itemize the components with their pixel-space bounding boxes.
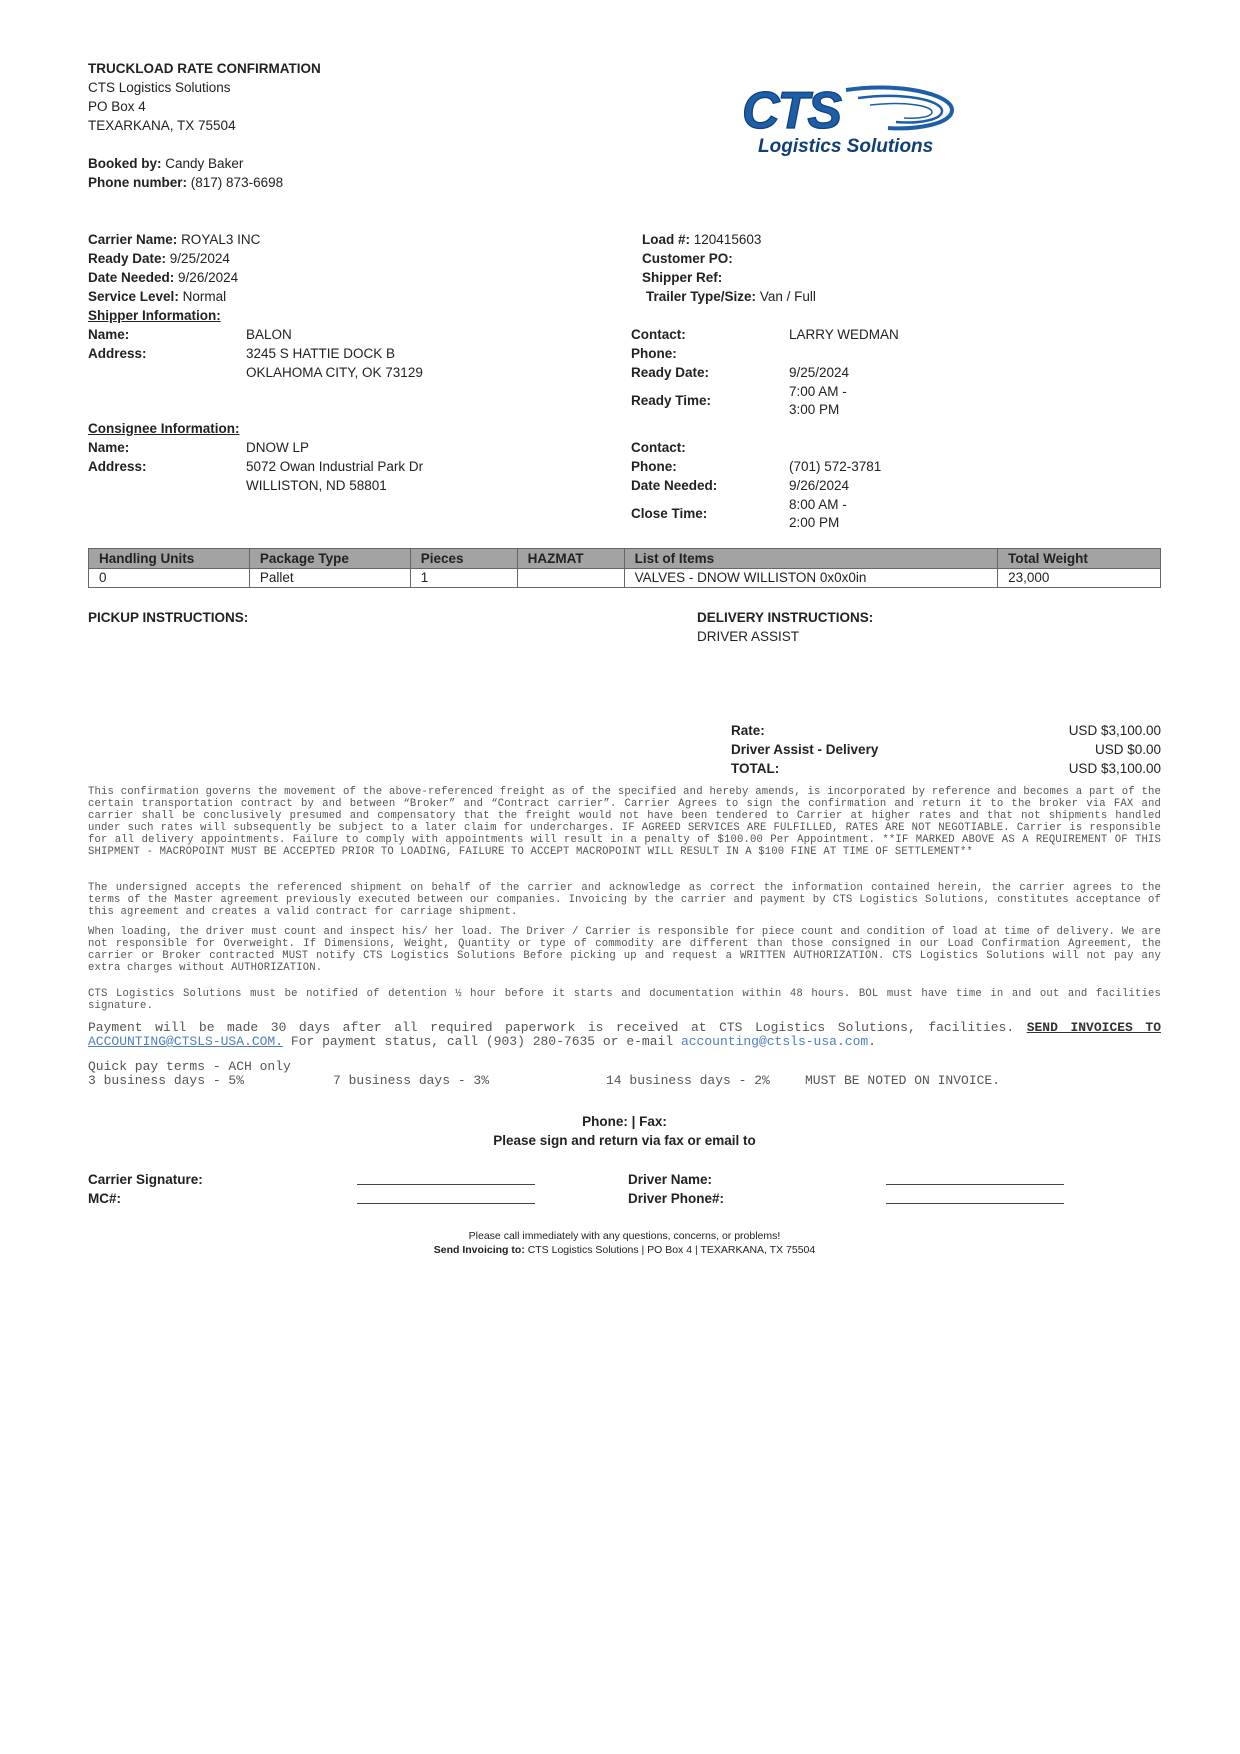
items-table-header-row (89, 549, 1161, 569)
quick-pay-3pct: 7 business days - 3% (333, 1073, 490, 1088)
booking-phone (88, 173, 283, 192)
sign-return-note: Please sign and return via fax or email to (493, 1133, 756, 1148)
service-level-label: Service Level: (88, 289, 179, 304)
items-table (88, 548, 1161, 588)
consignee-close-time-start: 8:00 AM - (789, 497, 847, 512)
quick-pay-5pct: 3 business days - 5% (88, 1073, 245, 1088)
ready-date-value: 9/25/2024 (169, 251, 230, 266)
driver-name-label: Driver Name: (628, 1172, 713, 1187)
cell-handling-units: 0 (89, 569, 250, 588)
payment-terms-text: Payment will be made 30 days after all required paperwork is received at CTS Logistics Solutions, facilities. (88, 1020, 1015, 1035)
col-handling-units: Handling Units (89, 549, 250, 569)
send-invoices-label: SEND INVOICES TO (1026, 1020, 1161, 1035)
logo-text-big: CTS (742, 82, 840, 140)
table-row (89, 569, 1161, 588)
ready-date (88, 249, 230, 268)
shipper-contact: LARRY WEDMAN (789, 327, 899, 342)
carrier-name-value: ROYAL3 INC (181, 232, 261, 247)
company-address-line2: TEXARKANA, TX 75504 (88, 118, 236, 133)
shipper-ready-date-label: Ready Date: (631, 365, 710, 380)
driver-assist-label: Driver Assist - Delivery (731, 742, 879, 757)
terms-paragraph-4: CTS Logistics Solutions must be notified of detention ½ hour before it starts and documentation within 48 hours. BOL must have time in and out and facilities signature. (88, 988, 1161, 1012)
accounting-email-caps-link[interactable]: ACCOUNTING@CTSLS-USA.COM. (88, 1034, 284, 1049)
payment-terms (88, 1021, 1161, 1049)
total-label: TOTAL: (731, 761, 780, 776)
cell-list-of-items: VALVES - DNOW WILLISTON 0x0x0in (624, 569, 998, 588)
booked-by-value: Candy Baker (165, 156, 244, 171)
consignee-name-label: Name: (88, 440, 130, 455)
shipper-name-label: Name: (88, 327, 130, 342)
booked-by (88, 154, 243, 173)
quick-pay-2pct: 14 business days - 2% (606, 1073, 770, 1088)
shipper-address-line1: 3245 S HATTIE DOCK B (246, 346, 396, 361)
consignee-heading: Consignee Information: (88, 421, 240, 436)
consignee-address-line1: 5072 Owan Industrial Park Dr (246, 459, 424, 474)
mc-number-label: MC#: (88, 1191, 121, 1206)
booking-phone-value: (817) 873-6698 (190, 175, 284, 190)
shipper-address-label: Address: (88, 346, 147, 361)
shipper-contact-label: Contact: (631, 327, 686, 342)
col-pieces: Pieces (410, 549, 517, 569)
customer-po-label: Customer PO: (642, 251, 733, 266)
driver-assist-value: USD $0.00 (1094, 742, 1161, 757)
col-total-weight: Total Weight (998, 549, 1161, 569)
load-number-value: 120415603 (693, 232, 762, 247)
company-logo (738, 78, 960, 160)
col-list-of-items: List of Items (624, 549, 998, 569)
footer-invoicing-label: Send Invoicing to: (433, 1244, 525, 1256)
consignee-address-label: Address: (88, 459, 147, 474)
payment-terms-period: . (868, 1034, 876, 1049)
shipper-phone-label: Phone: (631, 346, 677, 361)
trailer-type-value: Van / Full (759, 289, 816, 304)
shipper-address-line2: OKLAHOMA CITY, OK 73129 (246, 365, 423, 380)
carrier-name-label: Carrier Name: (88, 232, 178, 247)
shipper-ready-time-end: 3:00 PM (789, 402, 840, 417)
shipper-name: BALON (246, 327, 292, 342)
service-level-value: Normal (182, 289, 227, 304)
consignee-close-time-label: Close Time: (631, 506, 708, 521)
pickup-instructions-label: PICKUP INSTRUCTIONS: (88, 610, 249, 625)
driver-phone-line[interactable] (886, 1203, 1064, 1204)
company-name: CTS Logistics Solutions (88, 80, 231, 95)
service-level (88, 287, 226, 306)
document-title: TRUCKLOAD RATE CONFIRMATION (88, 61, 321, 76)
cell-package-type: Pallet (249, 569, 410, 588)
terms-paragraph-2: The undersigned accepts the referenced shipment on behalf of the carrier and acknowledge as correct the information contained herein, the carrier agrees to the terms of the Master agreement previously executed between our companies. Invoicing by the carrier and payment by CTS Logistics Solutions, constitutes acceptance of this agreement and creates a valid contract for carriage shipment. (88, 882, 1161, 918)
trailer-type-label: Trailer Type/Size: (646, 289, 757, 304)
mc-number-line[interactable] (357, 1203, 535, 1204)
cell-total-weight: 23,000 (998, 569, 1161, 588)
footer-contact-note: Please call immediately with any questions, concerns, or problems! (468, 1230, 781, 1242)
cell-hazmat (517, 569, 624, 588)
terms-paragraph-3: When loading, the driver must count and inspect his/ her load. The Driver / Carrier is responsible for piece count and condition of load at time of delivery. We are not responsible for Overweight. If Dimensions, Weight, Quantity or type of commodity are different than those consigned in our Load Confirmation Agreement, the carrier or Broker contracted MUST notify CTS Logistics Solutions Before picking up and request a WRITTEN AUTHORIZATION. CTS Logistics Solutions will not pay any extra charges without AUTHORIZATION. (88, 926, 1161, 974)
rate-value: USD $3,100.00 (1068, 723, 1161, 738)
consignee-phone: (701) 572-3781 (789, 459, 882, 474)
consignee-phone-label: Phone: (631, 459, 677, 474)
quick-pay-title: Quick pay terms - ACH only (88, 1059, 291, 1074)
rate-label: Rate: (731, 723, 765, 738)
driver-name-line[interactable] (886, 1184, 1064, 1185)
shipper-ready-date: 9/25/2024 (789, 365, 850, 380)
company-address-line1: PO Box 4 (88, 99, 146, 114)
terms-paragraph-1: This confirmation governs the movement of the above-referenced freight as of the specified and hereby amends, is incorporated by reference and becomes a part of the certain transportation contract by and between “Broker” and “Contract carrier”. Carrier Agrees to sign the confirmation and return it to the broker via FAX and carrier shall be conclusively presumed and compensatory that the freight would not have been tendered to Carrier at higher rates and that not shipments handled under such rates will subsequently be subject to a later claim for undercharges. IF AGREED SERVICES ARE FULFILLED, RATES ARE NOT NEGOTIABLE. Carrier is responsible for all delivery appointments. Failure to comply with appointments will result in a penalty of $100.00 Per Appointment. **IF MARKED ABOVE AS A REQUIREMENT OF THIS SHIPMENT - MACROPOINT MUST BE ACCEPTED PRIOR TO LOADING, FAILURE TO ACCEPT MACROPOINT WILL RESULT IN A $100 FINE AT TIME OF SETTLEMENT** (88, 786, 1161, 858)
date-needed (88, 268, 238, 287)
col-hazmat: HAZMAT (517, 549, 624, 569)
carrier-name (88, 230, 260, 249)
trailer-type (646, 287, 816, 306)
consignee-date-needed-label: Date Needed: (631, 478, 718, 493)
date-needed-label: Date Needed: (88, 270, 175, 285)
shipper-ready-time-start: 7:00 AM - (789, 384, 847, 399)
logo-swoosh (846, 87, 952, 128)
quick-pay-note: MUST BE NOTED ON INVOICE. (805, 1073, 1001, 1088)
consignee-address-line2: WILLISTON, ND 58801 (246, 478, 387, 493)
booking-phone-label: Phone number: (88, 175, 188, 190)
logo-text-small: Logistics Solutions (758, 136, 934, 157)
date-needed-value: 9/26/2024 (178, 270, 239, 285)
payment-status-text: For payment status, call (903) 280-7635 or e-mail (290, 1034, 674, 1049)
delivery-instructions-label: DELIVERY INSTRUCTIONS: (697, 610, 874, 625)
shipper-heading: Shipper Information: (88, 308, 221, 323)
footer-invoicing-address: CTS Logistics Solutions | PO Box 4 | TEXARKANA, TX 75504 (527, 1244, 816, 1256)
col-package-type: Package Type (249, 549, 410, 569)
consignee-date-needed: 9/26/2024 (789, 478, 850, 493)
ready-date-label: Ready Date: (88, 251, 167, 266)
consignee-close-time-end: 2:00 PM (789, 515, 840, 530)
accounting-email-link[interactable]: accounting@ctsls-usa.com (680, 1034, 869, 1049)
footer-invoicing (88, 1243, 1161, 1257)
consignee-name: DNOW LP (246, 440, 310, 455)
driver-phone-label: Driver Phone#: (628, 1191, 725, 1206)
load-number (642, 230, 761, 249)
total-value: USD $3,100.00 (1068, 761, 1161, 776)
carrier-signature-label: Carrier Signature: (88, 1172, 203, 1187)
shipper-ready-time-label: Ready Time: (631, 393, 712, 408)
booked-by-label: Booked by: (88, 156, 162, 171)
load-number-label: Load #: (642, 232, 691, 247)
cell-pieces: 1 (410, 569, 517, 588)
shipper-ref-label: Shipper Ref: (642, 270, 723, 285)
delivery-instructions: DRIVER ASSIST (697, 629, 800, 644)
consignee-contact-label: Contact: (631, 440, 686, 455)
carrier-signature-line[interactable] (357, 1184, 535, 1185)
phone-fax: Phone: | Fax: (582, 1114, 667, 1129)
